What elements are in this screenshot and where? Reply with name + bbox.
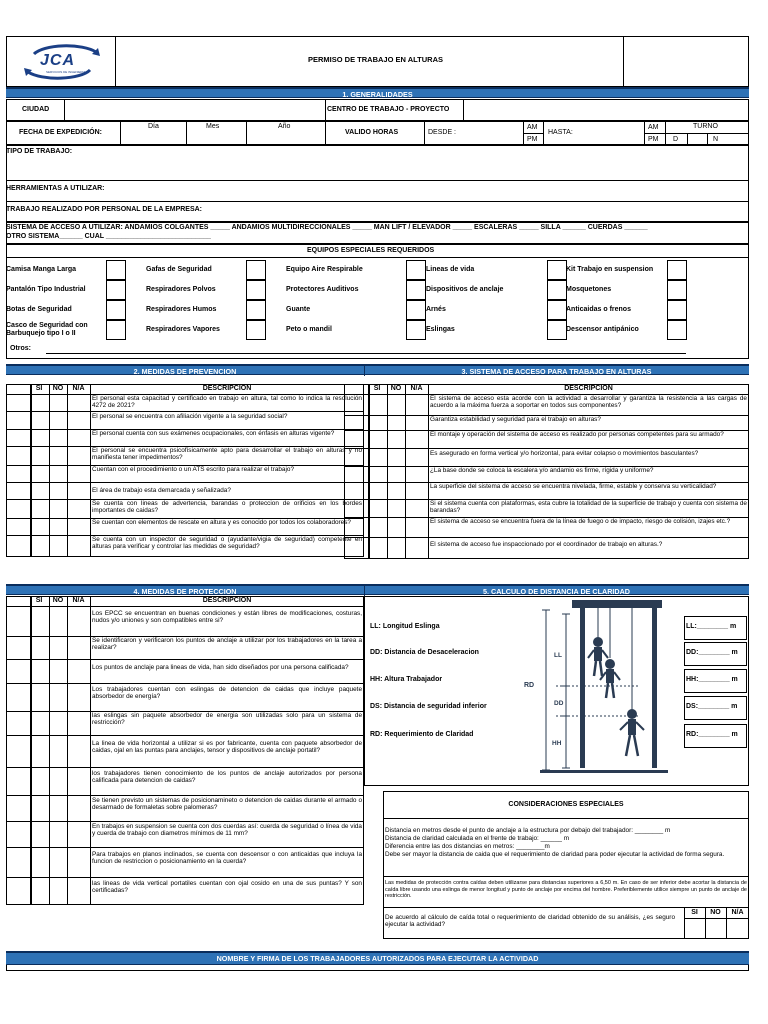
check-na[interactable] [67,483,89,498]
equipo-checkbox[interactable] [106,260,126,280]
col-description: DESCRIPCION [202,385,252,392]
check-si[interactable] [31,712,48,734]
check-na[interactable] [67,447,89,464]
check-no[interactable] [49,796,66,820]
clearance-field[interactable]: DS:________ m [686,703,738,710]
check-na[interactable] [67,684,89,710]
equipo-checkbox[interactable] [406,280,426,300]
check-no[interactable] [387,395,404,414]
check-no[interactable] [387,483,404,498]
check-no[interactable] [387,467,404,481]
consideration-2: Distancia de claridad calculada en el frente de trabajo: ______ m [385,835,570,842]
check-na[interactable] [67,519,89,534]
equipo-label: Protectores Auditivos [286,286,359,293]
check-si[interactable] [31,684,48,710]
col-na: N/A [72,597,85,604]
figure-rd: RD [524,682,535,689]
figure-hh: HH [552,740,562,747]
section-3-header: 3. SISTEMA DE ACCESO PARA TRABAJO EN ALTURAS [364,364,749,375]
pm-desde[interactable]: PM [527,136,538,143]
clearance-field[interactable]: DD:________ m [686,649,738,656]
equipo-checkbox[interactable] [106,280,126,300]
checklist-item: Los EPCC se encuentran en buenas condiciones y están libres de modificaciones, costuras, nudos y/o uniones y son compatibles entre si? [92,610,362,625]
form-title: PERMISO DE TRABAJO EN ALTURAS [308,55,444,64]
check-na[interactable] [405,467,427,481]
clearance-figure [520,598,670,784]
checklist-item: los trabajadores tienen conocimiento de los puntos de anclaje autorizados por persona calificada para detencion de caidas? [92,770,362,785]
checklist-item: El montaje y operación del sistema de acceso es realizado por personas competentes para su armado? [430,431,724,438]
checklist-item: El personal cuenta con sus exámenes ocupacionales, con énfasis en alturas vigente? [92,430,335,437]
check-si[interactable] [369,416,386,429]
equipo-checkbox[interactable] [406,260,426,280]
logo-text: JCA [40,52,76,69]
centro-label: CENTRO DE TRABAJO - PROYECTO [327,106,450,113]
checklist-item: La superficie del sistema de acceso se encuentra nivelada, firme, estable y conserva su verticalidad? [430,483,717,490]
check-si[interactable] [31,430,48,445]
check-si[interactable] [369,395,386,414]
check-si[interactable] [31,607,48,635]
considerations-title: CONSIDERACIONES ESPECIALES [508,801,624,808]
equipo-label: Eslingas [426,326,455,333]
equipo-checkbox[interactable] [246,280,266,300]
fecha-label: FECHA DE EXPEDICIÓN: [19,129,102,136]
equipo-label: Arnés [426,306,446,313]
equipo-label: Descensor antipánico [566,326,639,333]
checklist-item: Se cuentan con elementos de rescate en altura y es conocido por todos los colaboradores? [92,519,351,526]
checklist-item: En trabajos en suspension se cuenta con dos cuerdas así: cuerda de seguridad o línea de vida y cuerda de trabajo con diametros mínimos de 11 mm? [92,823,362,838]
consideration-3: Diferencia entre las dos distancias en metros: ________m [385,843,550,850]
check-na[interactable] [67,796,89,820]
col-no: NO [390,385,402,392]
check-na[interactable] [67,500,89,517]
equipo-label: Dispositivos de anclaje [426,286,504,293]
consideration-note: Las medidas de protección contra caídas deben utilizarse para distancias superiores a 6,50 m. En caso de ser inferior debe acortar la distancia de caída libre usando una eslinga de menor longitud y punto de anclaje por encima del hombre. Preferiblemente utilice siempre un punto de anclaje de restricción. [385,880,747,900]
equipo-checkbox[interactable] [246,300,266,320]
check-na[interactable] [67,395,89,410]
clearance-field[interactable]: RD:________ m [686,731,738,738]
equipo-checkbox[interactable] [667,300,687,320]
consideration-1: Distancia en metros desde el punto de anclaje a la estructura por debajo del trabajador: ________ m [385,827,671,834]
check-si[interactable] [31,736,48,766]
question-si-check[interactable] [685,919,704,938]
check-na[interactable] [405,431,427,447]
otros-line[interactable] [46,353,686,354]
tipo-trabajo-label: TIPO DE TRABAJO: [6,148,73,155]
ciudad-label: CIUDAD [22,106,50,113]
check-si[interactable] [369,500,386,516]
col-si: SI [373,385,381,392]
valido-label: VALIDO HORAS [345,129,399,136]
col-na: N/A [410,385,423,392]
checklist-item: Para trabajos en planos inclinados, se cuenta con descensor o con anticaidas que incluya la funcion de restriccion o posicionamiento en la cuerda? [92,851,362,866]
check-si[interactable] [31,483,48,498]
checklist-item: Se tienen previsto un sistemas de posicionamineto o detencion de caidas durante el armado o desarmado de formaletas sobre palomeras? [92,797,362,812]
equipo-checkbox[interactable] [106,320,126,340]
workers-header: NOMBRE Y FIRMA DE LOS TRABAJADORES AUTORIZADOS PARA EJECUTAR LA ACTIVIDAD [6,951,749,965]
check-no[interactable] [49,822,66,846]
checklist-item: Se cuenta con un inspector de seguridad o (ayudante/vigia de seguridad) competente en alturas para verificar y controlar las medidas de seguridad? [92,536,362,551]
question-na: N/A [731,909,744,916]
section-5-header: 5. CALCULO DE DISTANCIA DE CLARIDAD [364,584,749,595]
figure-ll: LL [554,652,562,659]
equipo-checkbox[interactable] [406,300,426,320]
check-na[interactable] [67,768,89,794]
checklist-item: ¿La base donde se coloca la escalera y/o andamio es firme, rígida y uniforme? [430,467,654,474]
col-no: NO [52,385,64,392]
check-si[interactable] [31,500,48,517]
equipo-checkbox[interactable] [106,300,126,320]
equipos-title: EQUIPOS ESPECIALES REQUERIDOS [307,247,435,254]
check-si[interactable] [369,518,386,536]
checklist-item: las lineas de vida vertical portatiles cuentan con ojal cosido en una de sus puntas? Y son certificadas? [92,880,362,895]
check-na[interactable] [405,518,427,536]
checklist-item: Los trabajadores cuentan con eslingas de detencion de caidas que incluye paquete absorbedor de energía? [92,686,362,701]
check-na[interactable] [405,395,427,414]
clearance-label: DD: Distancia de Desaceleracion [370,649,479,656]
check-no[interactable] [49,848,66,876]
checklist-item: Los puntos de anclaje para lineas de vida, han sido diseñados por una persona calificada? [92,664,349,671]
clearance-field[interactable]: HH:________ m [686,676,738,683]
check-no[interactable] [49,447,66,464]
question-si: SI [691,909,698,916]
check-no[interactable] [49,500,66,517]
company-logo [14,40,110,84]
turno-n[interactable]: N [713,136,719,143]
check-no[interactable] [49,430,66,445]
check-na[interactable] [67,660,89,682]
logo-subtitle: SERVICIOS DE INGENIERIA [46,70,86,74]
check-si[interactable] [369,467,386,481]
checklist-item: Se identificaron y verificaron los puntos de anclaje a utilizar por los trabajadores en la tarea a realizar? [92,637,362,652]
equipo-checkbox[interactable] [547,280,567,300]
check-na[interactable] [405,483,427,498]
equipo-label: Anticaidas o frenos [566,306,631,313]
equipo-checkbox[interactable] [547,320,567,340]
ciudad-field[interactable] [66,100,324,120]
col-description: DESCRIPCION [202,597,252,604]
check-si[interactable] [31,660,48,682]
check-na[interactable] [67,607,89,635]
equipo-checkbox[interactable] [246,320,266,340]
section-2-header: 2. MEDIDAS DE PREVENCION [6,364,364,375]
turno-label: TURNO [693,123,718,130]
hasta-label: HASTA: [548,129,573,136]
check-na[interactable] [67,736,89,766]
equipo-label: Respiradores Humos [146,306,217,313]
check-no[interactable] [49,660,66,682]
check-no[interactable] [387,518,404,536]
question-no-check[interactable] [706,919,725,938]
col-description: DESCRIPCION [564,385,613,392]
equipo-label: Lineas de vida [426,266,475,273]
checklist-item: El personal se encuentra con afiliación vigente a la seguridad social? [92,413,288,420]
check-na[interactable] [67,466,89,481]
check-no[interactable] [49,519,66,534]
checklist-item: La linea de vida horizontal a utilizar si es por fabricante, cuenta con paquete absorbedor de caidas, ojal en las puntas para anclajes, tensor y dispositivos de anclaje portatil? [92,740,362,755]
check-si[interactable] [31,796,48,820]
check-no[interactable] [49,684,66,710]
turno-d[interactable]: D [673,136,679,143]
checklist-item: El área de trabajo esta demarcada y señalizada? [92,487,231,494]
check-na[interactable] [67,712,89,734]
checklist-item: Cuentan con el procedimiento o un ATS escrito para realizar el trabajo? [92,466,295,473]
clearance-label: DS: Distancia de seguridad inferior [370,703,487,710]
equipo-label: Kit Trabajo en suspension [566,266,654,273]
check-na[interactable] [67,412,89,428]
equipo-label: Gafas de Seguridad [146,266,212,273]
checklist-item: Garantiza estabilidad y seguridad para el trabajo en alturas? [430,416,601,423]
checklist-item: El personal esta capacitad y certificado en trabajo en altura, tal como lo indica la resolución 4272 de 2021? [92,395,362,410]
check-na[interactable] [67,637,89,658]
check-no[interactable] [49,637,66,658]
checklist-item: El sistema de acceso fue inspaccionado por el coordinador de trabajo en alturas.? [430,541,663,548]
checklist-item: Es asegurado en forma vertical y/o horizontal, para evitar colapso o movimientos basculantes? [430,450,699,457]
pm-hasta[interactable]: PM [648,136,659,143]
clearance-label: LL: Longitud Eslinga [370,623,440,630]
check-no[interactable] [49,412,66,428]
am-hasta[interactable]: AM [648,124,659,131]
check-si[interactable] [31,412,48,428]
anio-label: Año [278,123,291,130]
check-si[interactable] [369,431,386,447]
check-si[interactable] [31,447,48,464]
question-no: NO [710,909,721,916]
clearance-label: RD: Requerimiento de Claridad [370,731,474,738]
equipo-label: Casco de Seguridad con Barbuquejo tipo I o II [6,322,88,337]
check-no[interactable] [49,395,66,410]
checklist-item: El sistema de acceso esta acorde con la actividad a desarrollar y garantiza la resistencia a las cargas de acuerdo a la máxima fuerza a soportar en todos sus componentes? [430,395,747,410]
personal-label: TRABAJO REALIZADO POR PERSONAL DE LA EMPRESA: [6,206,203,213]
check-na[interactable] [67,822,89,846]
question-na-check[interactable] [727,919,748,938]
checklist-item: El sistema de acceso se encuentra fuera de la línea de fuego o de impacto, riesgo de colisión, izajes etc.? [430,518,731,525]
section-4-header: 4. MEDIDAS DE PROTECCION [6,584,364,595]
centro-field[interactable] [465,100,747,120]
equipo-label: Mosquetones [566,286,612,293]
equipo-label: Guante [286,306,311,313]
safety-question: De acuerdo al cálculo de caída total o requerimiento de claridad obtenido de su análisis, ¿es seguro ejecutar la actividad? [385,914,675,929]
equipo-checkbox[interactable] [547,260,567,280]
check-no[interactable] [49,607,66,635]
col-no: NO [52,597,64,604]
check-si[interactable] [369,449,386,465]
equipo-checkbox[interactable] [667,280,687,300]
equipo-checkbox[interactable] [246,260,266,280]
figure-dd: DD [554,700,564,707]
herramientas-label: HERRAMIENTAS A UTILIZAR: [6,185,105,192]
equipo-label: Respiradores Polvos [146,286,216,293]
equipo-checkbox[interactable] [547,300,567,320]
dia-label: Día [148,123,159,130]
check-no[interactable] [387,500,404,516]
col-si: SI [35,597,43,604]
check-na[interactable] [405,416,427,429]
check-na[interactable] [405,449,427,465]
checklist-item: El personal se encuentra psicofísicamente apto para desarrollar el trabajo en alturas y no manifiesta tener impedimentos? [92,447,362,462]
otros-label: Otros: [10,345,31,352]
check-no[interactable] [49,878,66,904]
equipo-label: Camisa Manga Larga [6,266,77,273]
check-na[interactable] [67,878,89,904]
equipo-label: Pantalón Tipo Industrial [6,286,86,293]
equipo-label: Respiradores Vapores [146,326,220,333]
check-no[interactable] [387,449,404,465]
clearance-field[interactable]: LL:________ m [686,623,737,630]
check-si[interactable] [31,878,48,904]
sistema-acceso-line1: SISTEMA DE ACCESO A UTILIZAR: ANDAMIOS COLGANTES _____ ANDAMIOS MULTIDIRECCIONALES _____ MAN LIFT / ELEVADOR _____ ESCALERAS _____ SILLA ______ CUERDAS ______ [6,224,648,231]
equipo-label: Equipo Aire Respirable [286,266,363,273]
check-no[interactable] [49,536,66,556]
check-no[interactable] [49,736,66,766]
clearance-label: HH: Altura Trabajador [370,676,443,683]
check-si[interactable] [369,538,386,558]
check-na[interactable] [67,536,89,556]
check-na[interactable] [67,430,89,445]
col-na: N/A [72,385,85,392]
equipo-checkbox[interactable] [406,320,426,340]
check-no[interactable] [387,416,404,429]
checklist-item: Se cuenta con lineas de advertencia, barandas o proteccion de orificios en los bordes importantes de caidas? [92,500,362,515]
sistema-acceso-line2: OTRO SISTEMA______ CUAL ___________________________ [6,233,211,240]
equipo-label: Botas de Seguridad [6,306,72,313]
mes-label: Mes [206,123,220,130]
check-na[interactable] [67,848,89,876]
check-si[interactable] [31,536,48,556]
checklist-item: las eslingas sin paquete absorbedor de energia son utilizadas solo para un sistema de restricción? [92,712,362,727]
equipo-checkbox[interactable] [667,320,687,340]
col-si: SI [35,385,43,392]
check-si[interactable] [369,483,386,498]
check-no[interactable] [49,712,66,734]
desde-label: DESDE : [428,129,457,136]
check-si[interactable] [31,768,48,794]
check-si[interactable] [31,637,48,658]
am-desde[interactable]: AM [527,124,538,131]
check-no[interactable] [49,466,66,481]
equipo-label: Peto o mandil [286,326,332,333]
check-si[interactable] [31,822,48,846]
check-si[interactable] [31,519,48,534]
checklist-item: Si el sistema cuenta con plataformas, esta cubre la totalidad de la superficie de trabajo y cuenta con sistema de barandas? [430,500,747,515]
check-na[interactable] [405,538,427,558]
check-si[interactable] [31,466,48,481]
check-si[interactable] [31,395,48,410]
check-no[interactable] [49,768,66,794]
check-na[interactable] [405,500,427,516]
check-no[interactable] [387,431,404,447]
consideration-4: Debe ser mayor la distancia de caida que el requerimiento de claridad para poder ejecutar la actividad de forma segura. [385,851,725,858]
section-1-header: 1. GENERALIDADES [6,87,749,98]
check-no[interactable] [387,538,404,558]
check-no[interactable] [49,483,66,498]
check-si[interactable] [31,848,48,876]
equipo-checkbox[interactable] [667,260,687,280]
